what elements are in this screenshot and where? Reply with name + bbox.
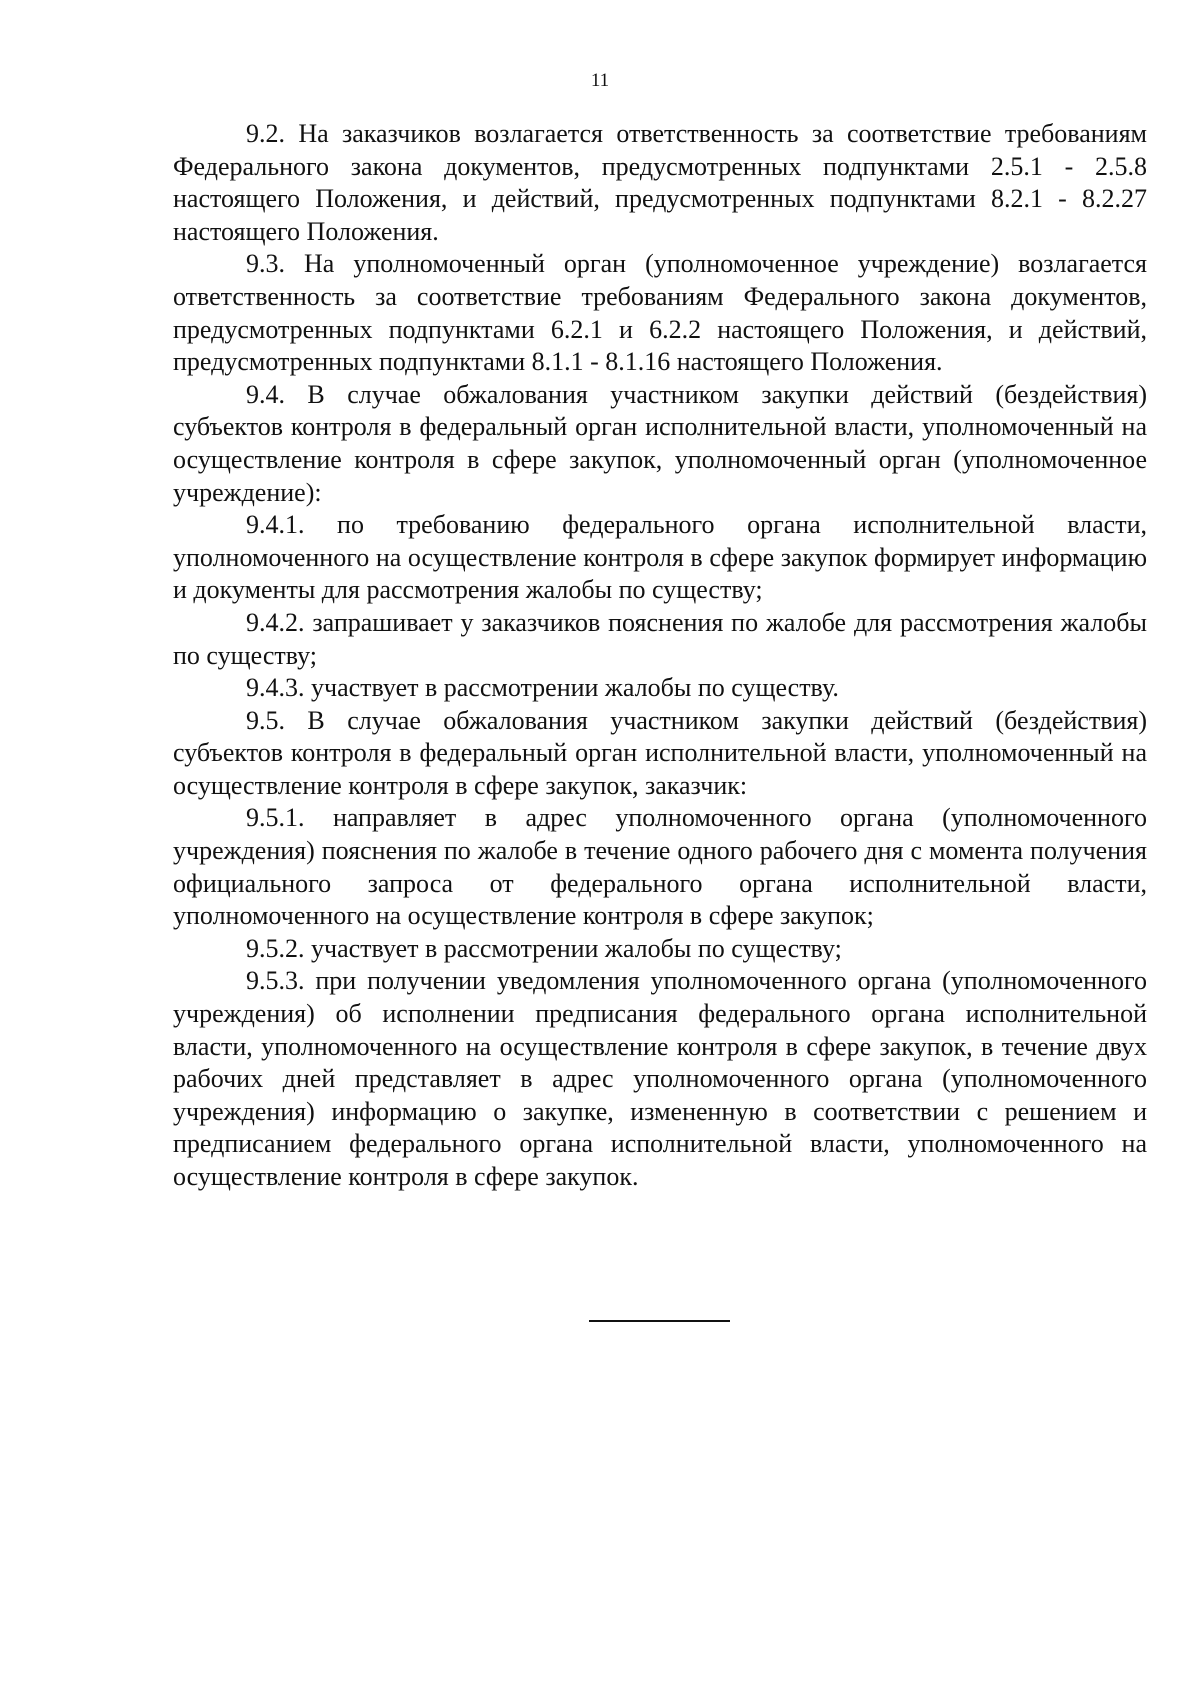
document-body <box>173 118 1147 1194</box>
paragraph-9-5-1: 9.5.1. направляет в адрес уполномоченного органа (уполномоченного учреждения) пояснения по жалобе в течение одного рабочего дня с момента получения официального запроса от федерального органа исполнительной власти, уполномоченного на осуществление контроля в сфере закупок; <box>173 803 1147 931</box>
paragraph-9-5-2: 9.5.2. участвует в рассмотрении жалобы по существу; <box>246 933 842 963</box>
end-separator-line <box>589 1320 730 1322</box>
paragraph-9-4-3: 9.4.3. участвует в рассмотрении жалобы по существу. <box>246 673 839 703</box>
page-number: 11 <box>590 70 610 91</box>
paragraph-9-3: 9.3. На уполномоченный орган (уполномоченное учреждение) возлагается ответственность за соответствие требованиям Федерального закона документов, предусмотренных подпунктами 6.2.1 и 6.2.2 настоящего Положения, и действий, предусмотренных подпунктами 8.1.1 - 8.1.16 настоящего Положения. <box>173 249 1147 377</box>
paragraph-9-2: 9.2. На заказчиков возлагается ответственность за соответствие требованиям Федерального закона документов, предусмотренных подпунктами 2.5.1 - 2.5.8 настоящего Положения, и действий, предусмотренных подпунктами 8.2.1 - 8.2.27 настоящего Положения. <box>173 119 1147 246</box>
paragraph-9-4-1: 9.4.1. по требованию федерального органа исполнительной власти, уполномоченного на осуществление контроля в сфере закупок формирует информацию и документы для рассмотрения жалобы по существу; <box>173 510 1147 605</box>
paragraph-9-5: 9.5. В случае обжалования участником закупки действий (бездействия) субъектов контроля в федеральный орган исполнительной власти, уполномоченный на осуществление контроля в сфере закупок, заказчик: <box>173 705 1147 800</box>
paragraph-9-4: 9.4. В случае обжалования участником закупки действий (бездействия) субъектов контроля в федеральный орган исполнительной власти, уполномоченный на осуществление контроля в сфере закупок, уполномоченный орган (уполномоченное учреждение): <box>173 379 1147 507</box>
paragraph-9-4-2: 9.4.2. запрашивает у заказчиков пояснения по жалобе для рассмотрения жалобы по существу; <box>173 607 1147 670</box>
paragraph-9-5-3: 9.5.3. при получении уведомления уполномоченного органа (уполномоченного учреждения) об исполнении предписания федерального органа исполнительной власти, уполномоченного на осуществление контроля в сфере закупок, в течение двух рабочих дней представляет в адрес уполномоченного органа (уполномоченного учреждения) информацию о закупке, измененную в соответствии с решением и предписанием федерального органа исполнительной власти, уполномоченного на осуществление контроля в сфере закупок. <box>173 966 1147 1191</box>
